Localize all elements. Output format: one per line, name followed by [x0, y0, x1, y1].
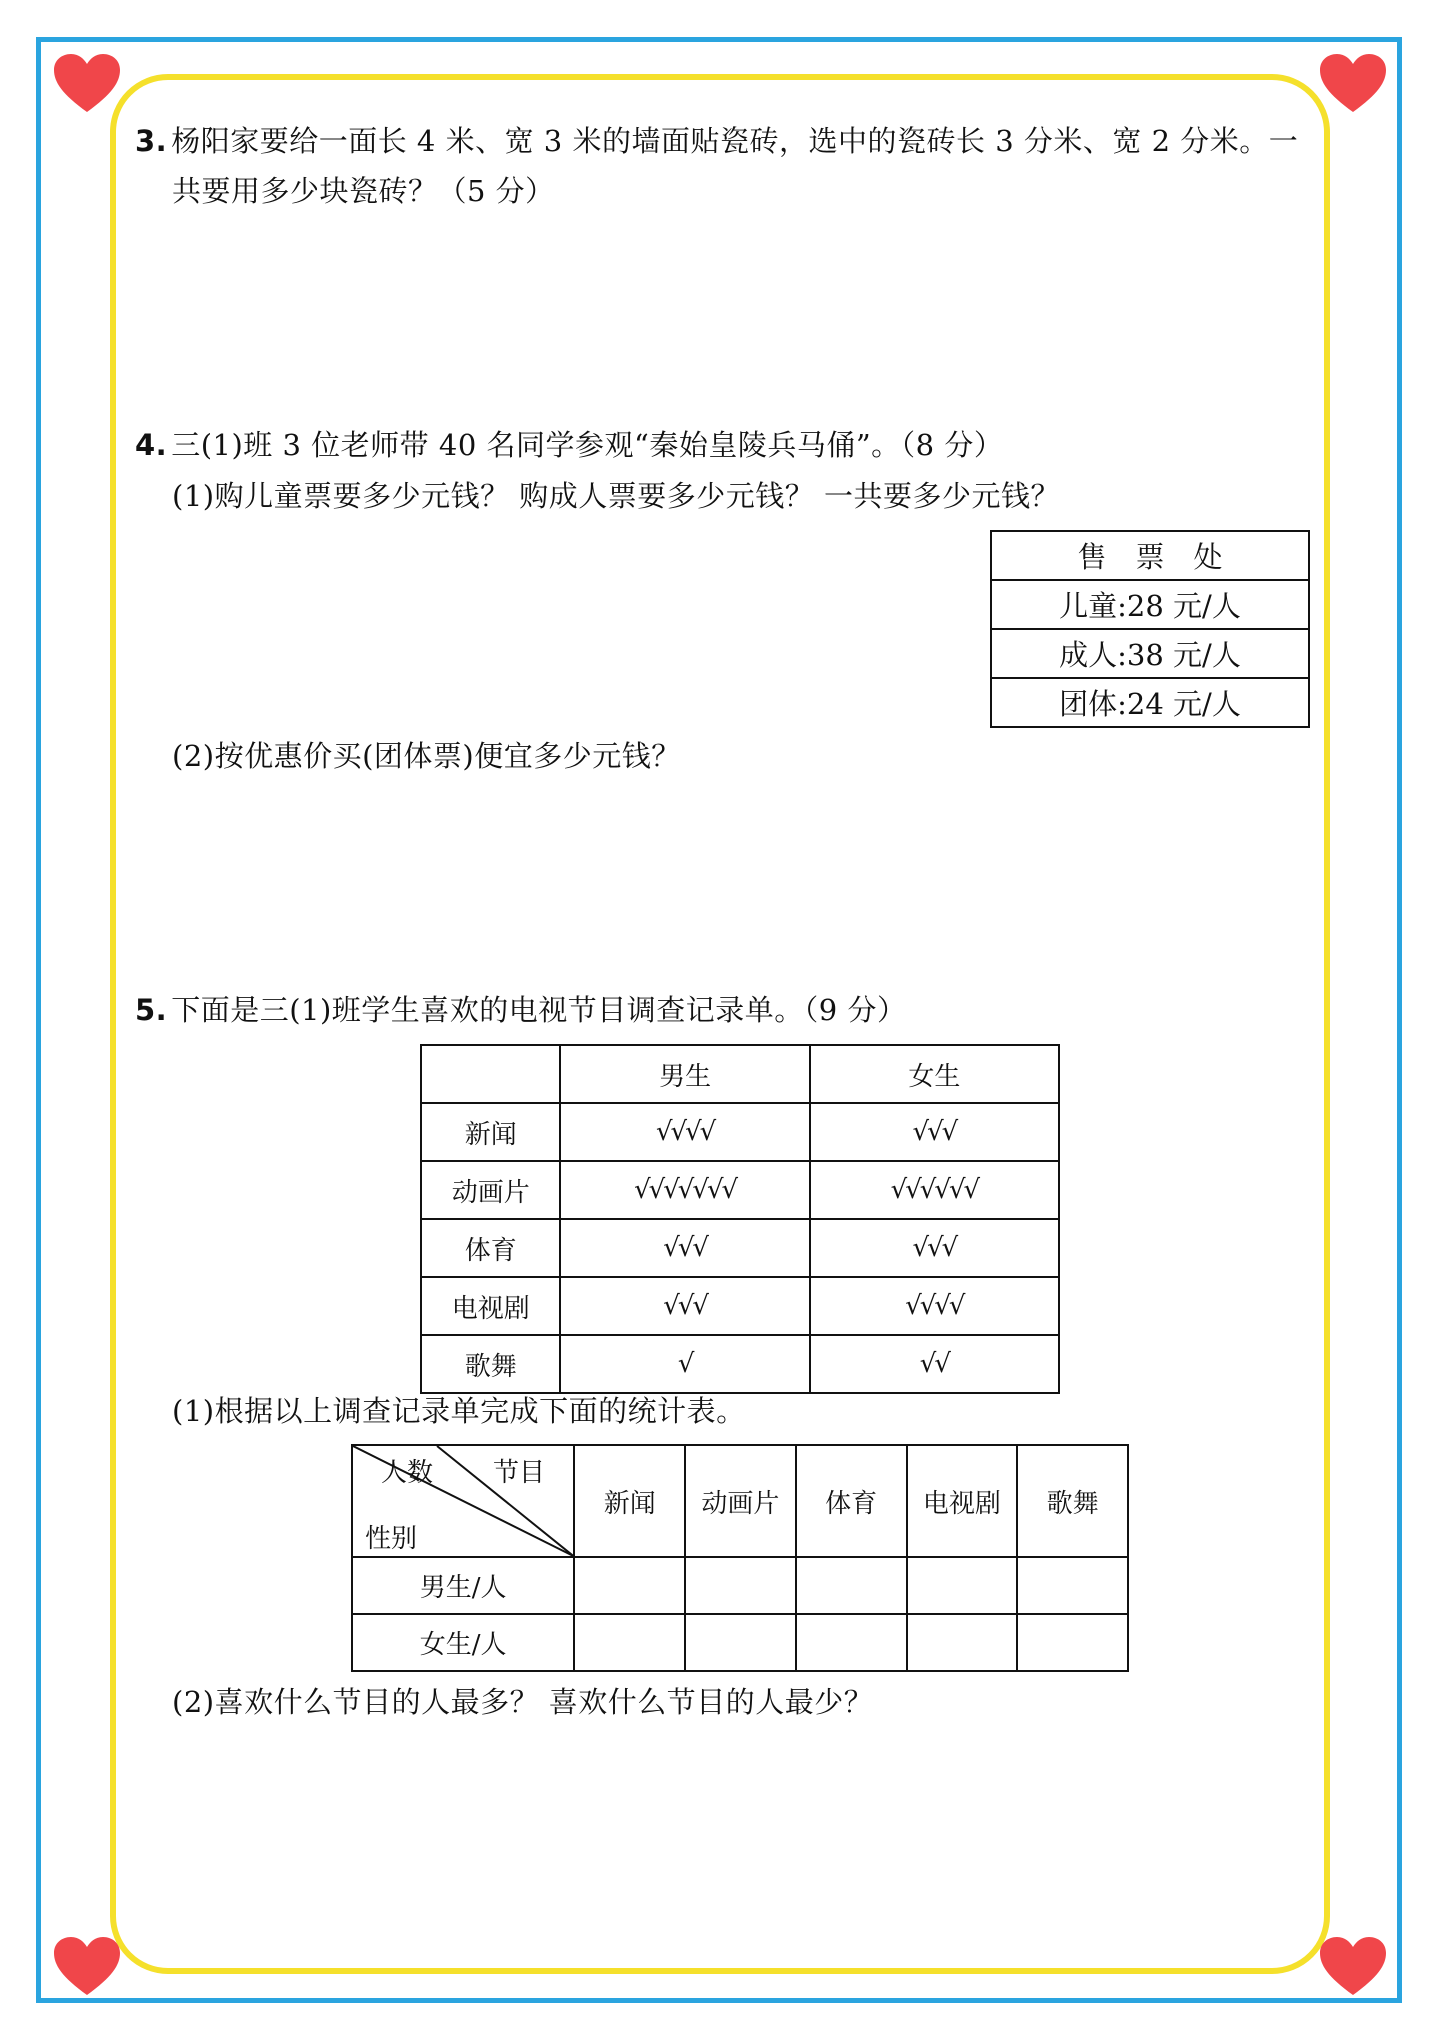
table-row — [421, 1277, 1059, 1335]
question-5-sub2: (2)喜欢什么节目的人最多？ 喜欢什么节目的人最少？ — [172, 1685, 874, 1719]
survey-girls-ticks: √√√ — [810, 1219, 1059, 1277]
question-4-line1: 4. 三(1)班 3 位老师带 40 名同学参观“秦始皇陵兵马俑”。（8 分） — [135, 428, 1004, 462]
stats-column-header: 歌舞 — [1017, 1445, 1128, 1557]
question-3-line2: 共要用多少块瓷砖？（5 分） — [172, 174, 555, 208]
survey-boys-ticks: √√√√ — [560, 1103, 809, 1161]
heart-icon — [52, 52, 122, 114]
survey-girls-ticks: √√√√ — [810, 1277, 1059, 1335]
table-row — [421, 1335, 1059, 1393]
answer-cell — [685, 1557, 796, 1614]
answer-cell — [685, 1614, 796, 1671]
heart-icon — [1318, 52, 1388, 114]
answer-cell — [574, 1557, 685, 1614]
heart-icon — [52, 1935, 122, 1997]
stats-column-header: 新闻 — [574, 1445, 685, 1557]
stats-corner-program: 节目 — [493, 1458, 546, 1488]
answer-cell — [1017, 1557, 1128, 1614]
answer-cell — [907, 1614, 1018, 1671]
stats-corner-gender: 性别 — [365, 1524, 418, 1554]
ticket-price-group: 团体:24 元/人 — [991, 678, 1309, 727]
answer-cell — [907, 1557, 1018, 1614]
question-3-line1: 3. 杨阳家要给一面长 4 米、宽 3 米的墙面贴瓷砖，选中的瓷砖长 3 分米、宽 2 分米。一 — [135, 124, 1299, 158]
heart-icon — [1318, 1935, 1388, 1997]
table-row — [421, 1219, 1059, 1277]
ticket-price-child: 儿童:28 元/人 — [991, 580, 1309, 629]
survey-program: 电视剧 — [421, 1277, 560, 1335]
survey-program: 动画片 — [421, 1161, 560, 1219]
stats-column-header: 电视剧 — [907, 1445, 1018, 1557]
stats-row-label: 男生/人 — [352, 1557, 574, 1614]
survey-boys-ticks: √ — [560, 1335, 809, 1393]
answer-cell — [796, 1614, 907, 1671]
question-5-sub1: (1)根据以上调查记录单完成下面的统计表。 — [172, 1394, 746, 1428]
survey-boys-ticks: √√√ — [560, 1219, 809, 1277]
survey-record-table — [420, 1044, 1060, 1394]
table-row — [352, 1614, 1128, 1671]
stats-column-header: 动画片 — [685, 1445, 796, 1557]
survey-girls-ticks: √√√ — [810, 1103, 1059, 1161]
survey-program: 体育 — [421, 1219, 560, 1277]
survey-program: 新闻 — [421, 1103, 560, 1161]
question-4-number: 4. — [135, 428, 168, 462]
survey-boys-ticks: √√√√√√√ — [560, 1161, 809, 1219]
table-row — [352, 1557, 1128, 1614]
table-row — [421, 1103, 1059, 1161]
statistics-table — [351, 1444, 1129, 1672]
stats-corner-people: 人数 — [381, 1458, 434, 1488]
survey-header-girls: 女生 — [810, 1045, 1059, 1103]
question-3-number: 3. — [135, 124, 168, 158]
stats-corner-cell — [352, 1445, 574, 1557]
survey-header-boys: 男生 — [560, 1045, 809, 1103]
stats-row-label: 女生/人 — [352, 1614, 574, 1671]
survey-program: 歌舞 — [421, 1335, 560, 1393]
question-5-number: 5. — [135, 993, 168, 1027]
question-5-line1: 5. 下面是三(1)班学生喜欢的电视节目调查记录单。（9 分） — [135, 993, 907, 1027]
survey-girls-ticks: √√ — [810, 1335, 1059, 1393]
ticket-office-title: 售 票 处 — [991, 531, 1309, 580]
question-4-sub1: (1)购儿童票要多少元钱？ 购成人票要多少元钱？ 一共要多少元钱？ — [172, 479, 1061, 513]
question-4-sub2: (2)按优惠价买(团体票)便宜多少元钱？ — [172, 739, 681, 773]
answer-cell — [796, 1557, 907, 1614]
survey-girls-ticks: √√√√√√ — [810, 1161, 1059, 1219]
table-row — [421, 1161, 1059, 1219]
stats-column-header: 体育 — [796, 1445, 907, 1557]
survey-boys-ticks: √√√ — [560, 1277, 809, 1335]
answer-cell — [1017, 1614, 1128, 1671]
survey-header-corner — [421, 1045, 560, 1103]
answer-cell — [574, 1614, 685, 1671]
ticket-office-table — [990, 530, 1310, 728]
ticket-price-adult: 成人:38 元/人 — [991, 629, 1309, 678]
